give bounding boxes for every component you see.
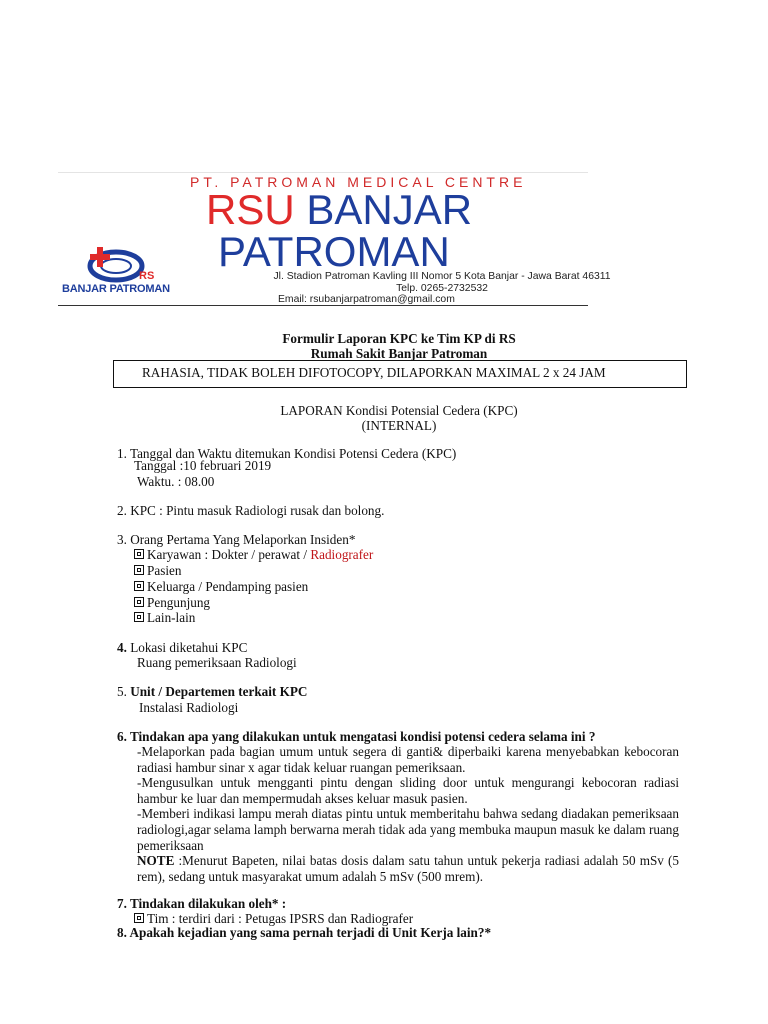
q6-label: 6. Tindakan apa yang dilakukan untuk mengatasi kondisi potensi cedera selama ini ? — [117, 729, 596, 744]
checkbox-icon[interactable] — [134, 565, 144, 575]
q4-label — [117, 640, 247, 656]
header-top-rule — [58, 172, 588, 173]
q3-option-pengunjung[interactable] — [134, 595, 210, 611]
header-bottom-rule — [58, 305, 588, 306]
q1-label: 1. Tanggal dan Waktu ditemukan Kondisi Potensi Cedera (KPC) — [117, 446, 457, 461]
hospital-name-rsu: RSU — [206, 186, 295, 233]
checkbox-icon[interactable] — [134, 597, 144, 607]
company-name: PT. PATROMAN MEDICAL CENTRE — [190, 174, 527, 190]
q6-note-text: :Menurut Bapeten, nilai batas dosis dalam satu tahun untuk pekerja radiasi adalah 50 mSv (5 rem), sedang untuk masyarakat umum adalah 5 mSv (500 mrem). — [137, 853, 679, 884]
q3-option-karyawan[interactable] — [134, 547, 373, 563]
q3-option-text: Karyawan : Dokter / perawat / — [147, 547, 311, 562]
hospital-address: Jl. Stadion Patroman Kavling III Nomor 5 Kota Banjar - Jawa Barat 46311 Telp. 0265-2732532 — [273, 271, 611, 294]
q3-option-pasien[interactable] — [134, 563, 181, 579]
hospital-name-line2: PATROMAN — [218, 228, 450, 275]
q6-item: -Melaporkan pada bagian umum untuk segera di ganti& diperbaiki karena menyebabkan kebocoran radiasi hambur sinar x agar tidak keluar ruangan pemeriksaan. — [137, 744, 679, 775]
report-title: LAPORAN Kondisi Potensial Cedera (KPC) — [280, 403, 518, 418]
checkbox-icon[interactable] — [134, 913, 144, 923]
report-subtitle: (INTERNAL) — [361, 418, 437, 433]
q5-text: Unit / Departemen terkait KPC — [126, 684, 308, 699]
q3-option-highlight: Radiografer — [310, 547, 374, 562]
q3-option-keluarga[interactable] — [134, 579, 308, 595]
logo-text: BANJAR PATROMAN — [62, 283, 170, 295]
q5-label — [117, 684, 307, 700]
q3-option-text: Keluarga / Pendamping pasien — [147, 579, 309, 594]
form-title: Formulir Laporan KPC ke Tim KP di RS — [282, 331, 516, 346]
logo-rs-text: RS — [139, 270, 155, 282]
q3-option-text: Pengunjung — [147, 595, 211, 610]
q1-date: Tanggal :10 februari 2019 — [134, 458, 272, 473]
q8-label: 8. Apakah kejadian yang sama pernah terjadi di Unit Kerja lain?* — [117, 925, 492, 940]
q4-answer: Ruang pemeriksaan Radiologi — [137, 655, 297, 670]
q2-label: 2. KPC : Pintu masuk Radiologi rusak dan bolong. — [117, 503, 385, 518]
checkbox-icon[interactable] — [134, 581, 144, 591]
q5-answer: Instalasi Radiologi — [139, 700, 239, 715]
hospital-email: Email: rsubanjarpatroman@gmail.com — [278, 294, 455, 305]
q7-option-text: Tim : terdiri dari : Petugas IPSRS dan Radiografer — [147, 911, 414, 926]
q4-number: 4. — [117, 640, 127, 655]
q6-note-label: NOTE — [137, 853, 175, 868]
q4-text: Lokasi diketahui KPC — [126, 640, 248, 655]
q3-option-text: Pasien — [147, 563, 182, 578]
confidential-notice: RAHASIA, TIDAK BOLEH DIFOTOCOPY, DILAPORKAN MAXIMAL 2 x 24 JAM — [142, 365, 606, 380]
q6-item: -Mengusulkan untuk mengganti pintu dengan sliding door untuk mengurangi kebocoran radiasi hambur ke luar dan mempermudah akses keluar masuk pasien. — [137, 775, 679, 806]
checkbox-icon[interactable] — [134, 612, 144, 622]
q3-option-lain[interactable] — [134, 610, 195, 626]
q3-option-text: Lain-lain — [147, 610, 196, 625]
q3-label: 3. Orang Pertama Yang Melaporkan Insiden* — [117, 532, 356, 547]
checkbox-icon[interactable] — [134, 549, 144, 559]
q6-note — [137, 853, 679, 885]
hospital-name-banjar: BANJAR — [306, 186, 473, 233]
q5-number: 5. — [117, 684, 127, 699]
q7-label: 7. Tindakan dilakukan oleh* : — [117, 896, 287, 911]
q6-item: -Memberi indikasi lampu merah diatas pintu untuk memberitahu bahwa sedang diadakan pemeriksaan radiologi,agar selama lamph berwarna merah tidak ada yang membuka maupun masuk ke dalam ruang pemeriksaan — [137, 806, 679, 853]
hospital-name-line1 — [206, 186, 472, 234]
q1-time: Waktu. : 08.00 — [137, 474, 215, 489]
form-hospital: Rumah Sakit Banjar Patroman — [310, 346, 488, 361]
